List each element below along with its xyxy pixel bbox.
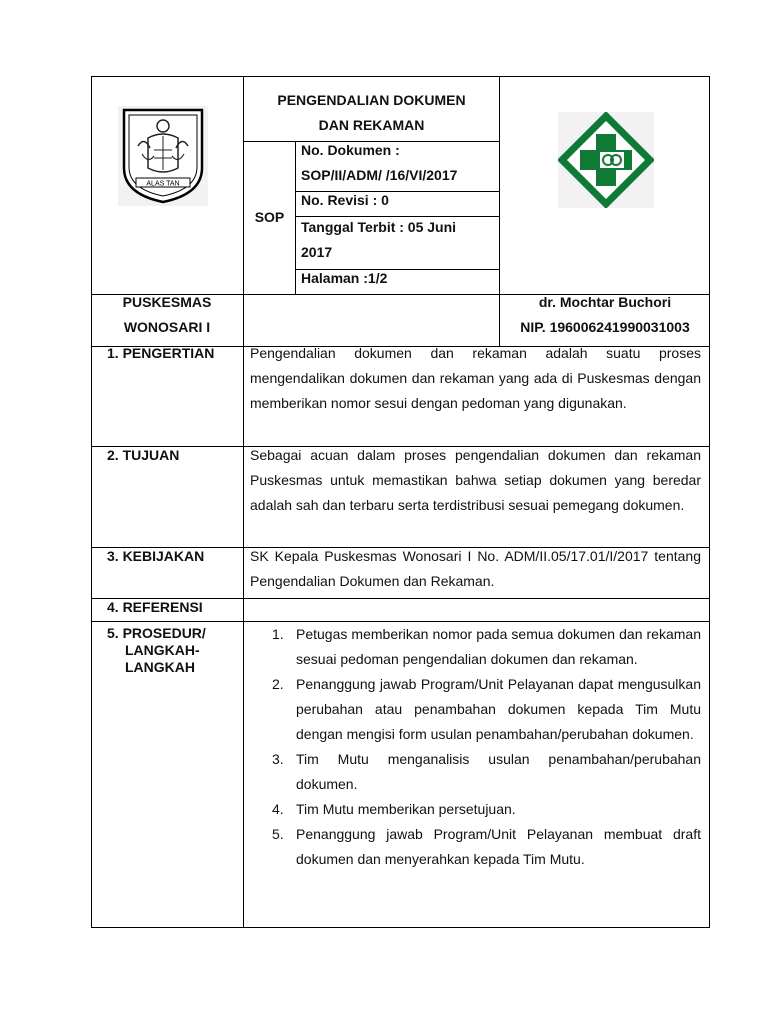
- step-text: Tim Mutu menganalisis usulan penambahan/perubahan dokumen.: [296, 751, 701, 792]
- org-name-line: PUSKESMAS: [122, 294, 212, 310]
- sop-document: [91, 76, 710, 928]
- revision-number: No. Revisi : 0: [301, 192, 389, 208]
- section-label-kebijakan: 3. KEBIJAKAN: [107, 548, 205, 564]
- official-nip: NIP. 196006241990031003: [520, 319, 690, 335]
- official-name: dr. Mochtar Buchori: [538, 294, 672, 310]
- shield-icon: [118, 106, 208, 206]
- sop-divider: [295, 141, 296, 295]
- step-number: 4.: [272, 801, 284, 817]
- section-label-pengertian: 1. PENGERTIAN: [107, 345, 215, 361]
- doc-number-value: SOP/II/ADM/ /16/VI/2017: [301, 167, 458, 183]
- health-cross-icon: [558, 112, 654, 208]
- procedure-step: [254, 747, 701, 797]
- section-text-pengertian: Pengendalian dokumen dan rekaman adalah suatu proses mengendalikan dokumen dan rekaman yang ada di Puskesmas dengan memberikan nomor sesui dengan pedoman yang digunakan.: [250, 345, 701, 411]
- step-text: Tim Mutu memberikan persetujuan.: [296, 801, 516, 817]
- page-number: Halaman :1/2: [301, 270, 388, 286]
- step-text: Penanggung jawab Program/Unit Pelayanan membuat draft dokumen dan menyerahkan kepada Tim Mutu.: [296, 826, 701, 867]
- step-text: Penanggung jawab Program/Unit Pelayanan dapat mengusulkan perubahan atau penambahan dokumen kepada Tim Mutu dengan mengisi form usulan penambahan/perubahan dokumen.: [296, 676, 701, 742]
- procedure-steps: [254, 622, 701, 872]
- regional-emblem-logo: [118, 106, 208, 206]
- label-line: LANGKAH: [125, 659, 195, 675]
- procedure-step: [254, 822, 701, 872]
- step-number: 5.: [272, 826, 284, 842]
- issue-date-year: 2017: [301, 244, 333, 260]
- procedure-step: [254, 622, 701, 672]
- section-label-referensi: 4. REFERENSI: [107, 599, 203, 615]
- org-name: [91, 290, 243, 340]
- doc-number-label: No. Dokumen :: [301, 142, 400, 158]
- section-text-tujuan: Sebagai acuan dalam proses pengendalian dokumen dan rekaman Puskesmas untuk memastikan bahwa setiap dokumen yang beredar adalah sah dan terbaru serta terdistribusi sesuai pemegang dokumen.: [250, 447, 701, 513]
- label-line: LANGKAH-: [125, 642, 200, 658]
- procedure-step: [254, 672, 701, 747]
- label-line: 5. PROSEDUR/: [107, 625, 206, 641]
- procedure-step: [254, 797, 701, 822]
- official-signatory: [500, 290, 710, 340]
- steps-list: [254, 622, 701, 872]
- step-number: 2.: [272, 676, 284, 692]
- puskesmas-logo: [558, 112, 654, 208]
- sop-label: SOP: [254, 209, 285, 225]
- step-number: 3.: [272, 751, 284, 767]
- title-line: DAN REKAMAN: [318, 117, 425, 133]
- column-divider: [243, 76, 244, 928]
- svg-text:ALAS TAN: ALAS TAN: [146, 180, 180, 188]
- step-number: 1.: [272, 626, 284, 642]
- section-label-tujuan: 2. TUJUAN: [107, 447, 180, 463]
- document-title: [244, 88, 499, 138]
- org-name-line: WONOSARI I: [123, 319, 211, 335]
- issue-date: Tanggal Terbit : 05 Juni: [301, 219, 457, 235]
- step-text: Petugas memberikan nomor pada semua dokumen dan rekaman sesuai pedoman pengendalian dokumen dan rekaman.: [296, 626, 701, 667]
- section-text-kebijakan: SK Kepala Puskesmas Wonosari I No. ADM/II.05/17.01/I/2017 tentang Pengendalian Dokumen dan Rekaman.: [250, 548, 701, 589]
- section-label-prosedur: [107, 622, 206, 676]
- title-line: PENGENDALIAN DOKUMEN: [277, 92, 466, 108]
